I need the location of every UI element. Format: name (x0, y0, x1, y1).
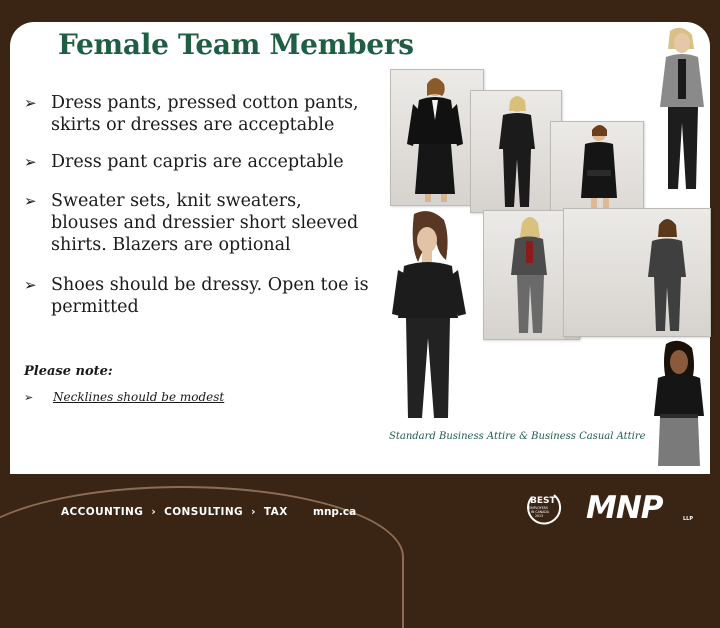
arrow-bullet-icon: ➢ (24, 192, 37, 210)
nav-accounting: ACCOUNTING (61, 506, 144, 518)
bullet-item (24, 274, 369, 318)
photo-caption: Standard Business Attire & Business Casual Attire (389, 431, 646, 442)
bullet-text: Sweater sets, knit sweaters, blouses and dressier short sleeved shirts. Blazers are optional (51, 191, 359, 255)
nav-tax: TAX (263, 506, 288, 518)
attire-photo-grey-suit (563, 208, 711, 337)
note-heading: Please note: (24, 364, 113, 379)
slide-title: Female Team Members (58, 28, 414, 61)
mnp-logo: MNP (586, 490, 663, 526)
attire-photo-cardigan (648, 27, 710, 199)
note-text: Necklines should be modest (53, 390, 225, 404)
mnp-logo-suffix: LLP (683, 516, 694, 522)
footer-website: mnp.ca (313, 506, 357, 518)
bullet-item (24, 190, 369, 256)
bullet-item (24, 151, 369, 173)
badge-best: BEST (530, 496, 556, 506)
bullet-text: Dress pants, pressed cotton pants, skirts or dresses are acceptable (51, 93, 359, 135)
attire-photo-pant-suit (470, 90, 562, 213)
attire-photo-casual-blouse (390, 210, 470, 425)
arrow-bullet-icon: ➢ (24, 391, 34, 404)
badge-employers: EMPLOYERS (529, 506, 548, 510)
attire-photo-turtleneck-skirt (648, 340, 710, 466)
best-employers-badge-icon (524, 491, 564, 525)
footer-services-nav (61, 506, 292, 518)
bullet-text: Dress pant capris are acceptable (51, 152, 344, 172)
nav-consulting: CONSULTING (164, 506, 244, 518)
bullet-text: Shoes should be dressy. Open toe is permitted (51, 275, 369, 317)
chevron-right-icon: › (151, 506, 157, 518)
note-item (24, 390, 224, 404)
arrow-bullet-icon: ➢ (24, 276, 37, 294)
badge-year: 2013 (535, 514, 544, 518)
badge-in-canada: IN CANADA (531, 510, 549, 514)
arrow-bullet-icon: ➢ (24, 153, 37, 171)
arrow-bullet-icon: ➢ (24, 94, 37, 112)
chevron-right-icon: › (251, 506, 256, 518)
bullet-item (24, 92, 369, 136)
